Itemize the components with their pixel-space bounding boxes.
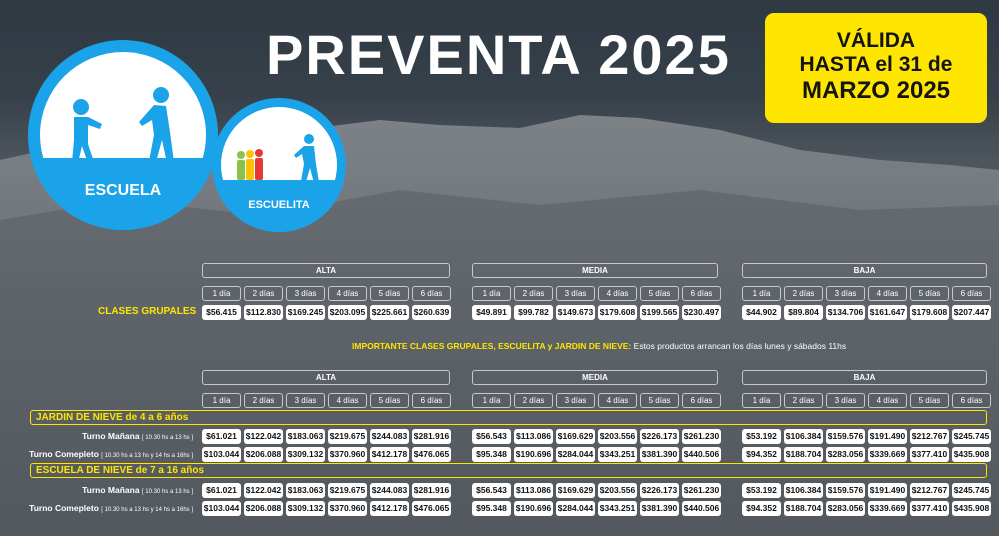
escuela-1-price: $103.044 [202, 501, 241, 516]
clases-grupales-price: $99.782 [514, 305, 553, 320]
cg-day-2-3: 4 días [868, 286, 907, 301]
jardin-0-price: $183.063 [286, 429, 325, 444]
escuela-0-price: $61.021 [202, 483, 241, 498]
jardin-0-price: $261.230 [682, 429, 721, 444]
cg-day-2-0: 1 día [742, 286, 781, 301]
escuela-badge [28, 40, 218, 230]
validity-line-3: MARZO 2025 [801, 77, 951, 104]
escuela-1-price: $476.065 [412, 501, 451, 516]
escuela-1-price: $188.704 [784, 501, 823, 516]
escuela-0-price: $106.384 [784, 483, 823, 498]
clases-grupales-price: $49.891 [472, 305, 511, 320]
ch-day-1-1: 2 días [514, 393, 553, 408]
cg-day-2-2: 3 días [826, 286, 865, 301]
escuela-1-price: $206.088 [244, 501, 283, 516]
page-title: PREVENTA 2025 [266, 23, 731, 86]
validity-line-1: VÁLIDA [836, 29, 916, 52]
escuela-0-price: $203.556 [598, 483, 637, 498]
tier-header-alta: ALTA [202, 263, 450, 278]
notice-title: IMPORTANTE CLASES GRUPALES, ESCUELITA y JARDIN DE NIEVE: [352, 341, 632, 351]
cg-day-0-1: 2 días [244, 286, 283, 301]
jardin-0-price: $106.384 [784, 429, 823, 444]
escuela-section-title: ESCUELA DE NIEVE de 7 a 16 años [30, 463, 987, 478]
escuela-0-price: $245.745 [952, 483, 991, 498]
escuela-1-price: $283.056 [826, 501, 865, 516]
jardin-0-price: $159.576 [826, 429, 865, 444]
cg-day-2-4: 5 días [910, 286, 949, 301]
clases-grupales-price: $199.565 [640, 305, 679, 320]
jardin-1-price: $476.065 [412, 447, 451, 462]
clases-grupales-price: $89.804 [784, 305, 823, 320]
jardin-0-price: $281.916 [412, 429, 451, 444]
escuela-0-price: $159.576 [826, 483, 865, 498]
escuela-row-hours: [ 10.30 hs a 13 hs y 14 hs a 16hs ] [101, 507, 193, 513]
ch-day-1-4: 5 días [640, 393, 679, 408]
cg-day-1-5: 6 días [682, 286, 721, 301]
ch-day-0-2: 3 días [286, 393, 325, 408]
jardin-0-price: $56.543 [472, 429, 511, 444]
escuela-1-price: $440.506 [682, 501, 721, 516]
escuela-1-price: $284.044 [556, 501, 595, 516]
escuela-label: ESCUELA [84, 182, 162, 199]
jardin-1-price: $188.704 [784, 447, 823, 462]
ch-day-2-4: 5 días [910, 393, 949, 408]
cg-day-0-3: 4 días [328, 286, 367, 301]
validity-box [765, 13, 987, 123]
jardin-row-hours: [ 10.30 hs a 13 hs ] [141, 435, 193, 441]
cg-day-1-4: 5 días [640, 286, 679, 301]
jardin-1-price: $370.960 [328, 447, 367, 462]
escuela-1-price: $412.178 [370, 501, 409, 516]
tier-header-media-2: MEDIA [472, 370, 718, 385]
clases-grupales-label: CLASES GRUPALES [98, 306, 197, 317]
jardin-1-price: $284.044 [556, 447, 595, 462]
escuela-0-price: $226.173 [640, 483, 679, 498]
escuela-1-price: $435.908 [952, 501, 991, 516]
jardin-1-price: $381.390 [640, 447, 679, 462]
cg-day-1-0: 1 día [472, 286, 511, 301]
jardin-row-label [0, 449, 193, 459]
escuela-0-price: $113.086 [514, 483, 553, 498]
escuela-0-price: $281.916 [412, 483, 451, 498]
escuela-row-hours: [ 10.30 hs a 13 hs ] [141, 489, 193, 495]
cg-day-0-2: 3 días [286, 286, 325, 301]
escuela-1-price: $377.410 [910, 501, 949, 516]
jardin-0-price: $122.042 [244, 429, 283, 444]
cg-day-0-5: 6 días [412, 286, 451, 301]
jardin-row-label [0, 431, 193, 441]
clases-grupales-price: $207.447 [952, 305, 991, 320]
escuela-1-price: $381.390 [640, 501, 679, 516]
jardin-1-price: $435.908 [952, 447, 991, 462]
tier-header-baja-2: BAJA [742, 370, 987, 385]
clases-grupales-price: $134.706 [826, 305, 865, 320]
clases-grupales-price: $112.830 [244, 305, 283, 320]
jardin-0-price: $244.083 [370, 429, 409, 444]
clases-grupales-price: $44.902 [742, 305, 781, 320]
escuela-row-label [0, 485, 193, 495]
ch-day-0-5: 6 días [412, 393, 451, 408]
validity-line-2: HASTA el 31 de [799, 53, 953, 76]
jardin-0-price: $212.767 [910, 429, 949, 444]
escuela-1-price: $339.669 [868, 501, 907, 516]
jardin-1-price: $283.056 [826, 447, 865, 462]
ch-day-1-0: 1 día [472, 393, 511, 408]
ch-day-1-5: 6 días [682, 393, 721, 408]
ch-day-0-4: 5 días [370, 393, 409, 408]
jardin-row-shift: Turno Mañana [82, 431, 140, 441]
cg-day-2-1: 2 días [784, 286, 823, 301]
escuela-1-price: $309.132 [286, 501, 325, 516]
ch-day-1-2: 3 días [556, 393, 595, 408]
escuela-0-price: $244.083 [370, 483, 409, 498]
notice-text: Estos productos arrancan los días lunes y sábados 11hs [633, 341, 847, 351]
clases-grupales-price: $179.608 [598, 305, 637, 320]
jardin-1-price: $206.088 [244, 447, 283, 462]
jardin-1-price: $190.696 [514, 447, 553, 462]
jardin-1-price: $343.251 [598, 447, 637, 462]
jardin-1-price: $339.669 [868, 447, 907, 462]
ch-day-2-2: 3 días [826, 393, 865, 408]
escuela-row-shift: Turno Comepleto [29, 503, 99, 513]
escuela-0-price: $56.543 [472, 483, 511, 498]
jardin-0-price: $219.675 [328, 429, 367, 444]
clases-grupales-price: $230.497 [682, 305, 721, 320]
cg-day-2-5: 6 días [952, 286, 991, 301]
escuela-1-price: $94.352 [742, 501, 781, 516]
escuela-0-price: $219.675 [328, 483, 367, 498]
tier-header-alta-2: ALTA [202, 370, 450, 385]
jardin-1-price: $309.132 [286, 447, 325, 462]
jardin-1-price: $103.044 [202, 447, 241, 462]
cg-day-1-1: 2 días [514, 286, 553, 301]
ch-day-2-1: 2 días [784, 393, 823, 408]
ch-day-2-0: 1 día [742, 393, 781, 408]
escuelita-badge [212, 98, 346, 232]
cg-day-1-3: 4 días [598, 286, 637, 301]
escuela-1-price: $95.348 [472, 501, 511, 516]
clases-grupales-price: $161.647 [868, 305, 907, 320]
tier-header-media: MEDIA [472, 263, 718, 278]
cg-day-0-0: 1 día [202, 286, 241, 301]
clases-grupales-price: $260.639 [412, 305, 451, 320]
escuela-0-price: $183.063 [286, 483, 325, 498]
cg-day-1-2: 3 días [556, 286, 595, 301]
escuela-row-shift: Turno Mañana [82, 485, 140, 495]
ch-day-2-3: 4 días [868, 393, 907, 408]
jardin-0-price: $226.173 [640, 429, 679, 444]
escuelita-label: ESCUELITA [248, 199, 310, 211]
escuela-0-price: $169.629 [556, 483, 595, 498]
jardin-0-price: $53.192 [742, 429, 781, 444]
jardin-row-hours: [ 10.30 hs a 13 hs y 14 hs a 16hs ] [101, 453, 193, 459]
escuela-row-label [0, 503, 193, 513]
skiers-icon [28, 40, 218, 230]
escuela-0-price: $212.767 [910, 483, 949, 498]
escuela-0-price: $122.042 [244, 483, 283, 498]
jardin-0-price: $203.556 [598, 429, 637, 444]
jardin-0-price: $61.021 [202, 429, 241, 444]
jardin-1-price: $377.410 [910, 447, 949, 462]
jardin-1-price: $440.506 [682, 447, 721, 462]
jardin-row-shift: Turno Comepleto [29, 449, 99, 459]
clases-grupales-price: $203.095 [328, 305, 367, 320]
clases-grupales-price: $149.673 [556, 305, 595, 320]
escuela-0-price: $261.230 [682, 483, 721, 498]
jardin-0-price: $245.745 [952, 429, 991, 444]
escuela-1-price: $190.696 [514, 501, 553, 516]
clases-grupales-price: $225.661 [370, 305, 409, 320]
escuela-0-price: $191.490 [868, 483, 907, 498]
jardin-1-price: $95.348 [472, 447, 511, 462]
jardin-0-price: $191.490 [868, 429, 907, 444]
kids-skiing-icon [212, 98, 346, 232]
important-notice [352, 341, 852, 355]
ch-day-0-3: 4 días [328, 393, 367, 408]
ch-day-1-3: 4 días [598, 393, 637, 408]
escuela-0-price: $53.192 [742, 483, 781, 498]
jardin-0-price: $113.086 [514, 429, 553, 444]
ch-day-0-1: 2 días [244, 393, 283, 408]
clases-grupales-price: $56.415 [202, 305, 241, 320]
ch-day-0-0: 1 día [202, 393, 241, 408]
clases-grupales-price: $169.245 [286, 305, 325, 320]
jardin-section-title: JARDIN DE NIEVE de 4 a 6 años [30, 410, 987, 425]
jardin-1-price: $412.178 [370, 447, 409, 462]
escuela-1-price: $370.960 [328, 501, 367, 516]
ch-day-2-5: 6 días [952, 393, 991, 408]
jardin-1-price: $94.352 [742, 447, 781, 462]
escuela-1-price: $343.251 [598, 501, 637, 516]
tier-header-baja: BAJA [742, 263, 987, 278]
clases-grupales-price: $179.608 [910, 305, 949, 320]
jardin-0-price: $169.629 [556, 429, 595, 444]
cg-day-0-4: 5 días [370, 286, 409, 301]
